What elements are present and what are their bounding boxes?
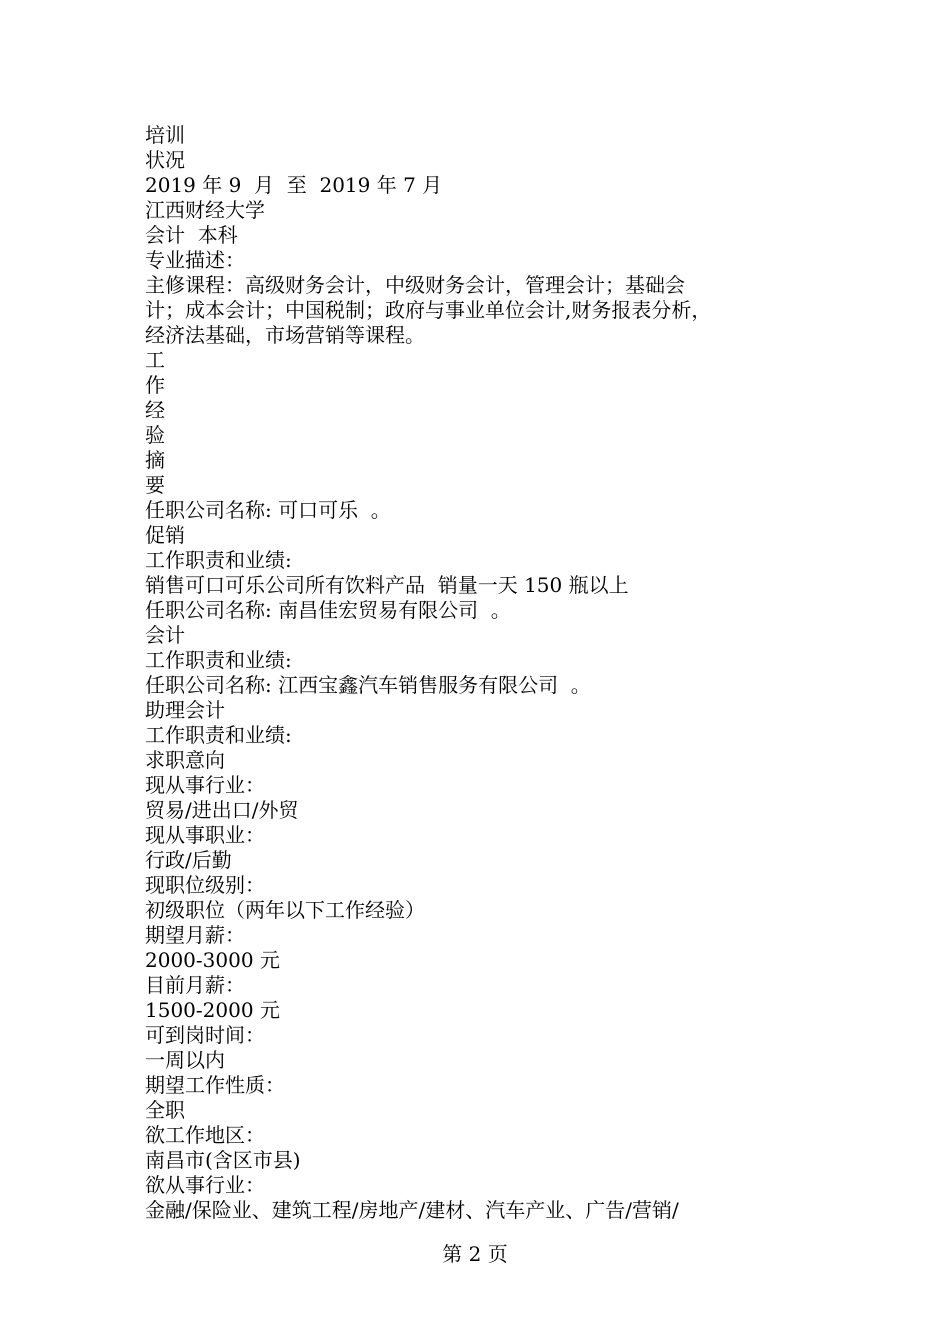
text-line: 要 — [145, 473, 165, 497]
text-line: 工作职责和业绩: — [145, 548, 292, 572]
text-line: 销售可口可乐公司所有饮料产品 销量一天 150 瓶以上 — [145, 573, 629, 597]
text-line: 期望工作性质： — [145, 1073, 285, 1097]
text-line: 目前月薪： — [145, 973, 245, 997]
text-line: 培训 — [145, 123, 185, 147]
text-line: 任职公司名称: 江西宝鑫汽车销售服务有限公司 。 — [145, 673, 591, 697]
text-line: 摘 — [145, 448, 165, 472]
text-line: 会计 本科 — [145, 223, 238, 247]
text-line: 验 — [145, 423, 165, 447]
text-line: 主修课程：高级财务会计，中级财务会计，管理会计；基础会 — [145, 273, 685, 297]
text-line: 现职位级别： — [145, 873, 265, 897]
text-line: 作 — [145, 373, 165, 397]
text-line: 可到岗时间： — [145, 1023, 265, 1047]
text-line: 经 — [145, 398, 165, 422]
text-line: 助理会计 — [145, 698, 225, 722]
text-line: 贸易/进出口/外贸 — [145, 798, 299, 822]
text-line: 江西财经大学 — [145, 198, 265, 222]
text-line: 工作职责和业绩: — [145, 648, 292, 672]
text-line: 2000-3000 元 — [145, 948, 280, 972]
text-line: 2019 年 9 月 至 2019 年 7 月 — [145, 173, 443, 197]
text-line: 现从事行业： — [145, 773, 265, 797]
text-line: 现从事职业： — [145, 823, 265, 847]
text-line: 状况 — [145, 148, 185, 172]
text-line: 初级职位（两年以下工作经验） — [145, 898, 425, 922]
text-line: 行政/后勤 — [145, 848, 232, 872]
text-line: 会计 — [145, 623, 185, 647]
text-line: 促销 — [145, 523, 185, 547]
text-line: 南昌市(含区市县) — [145, 1148, 301, 1172]
text-line: 金融/保险业、建筑工程/房地产/建材、汽车产业、广告/营销/ — [145, 1198, 679, 1222]
text-line: 期望月薪： — [145, 923, 245, 947]
text-line: 经济法基础，市场营销等课程。 — [145, 323, 425, 347]
text-line: 任职公司名称: 可口可乐 。 — [145, 498, 391, 522]
page-number: 第 2 页 — [442, 1242, 508, 1266]
text-line: 一周以内 — [145, 1048, 225, 1072]
text-line: 欲工作地区： — [145, 1123, 265, 1147]
text-line: 工作职责和业绩: — [145, 723, 292, 747]
text-line: 任职公司名称: 南昌佳宏贸易有限公司 。 — [145, 598, 511, 622]
text-line: 全职 — [145, 1098, 185, 1122]
text-line: 计；成本会计；中国税制；政府与事业单位会计,财务报表分析， — [145, 298, 712, 322]
text-line: 工 — [145, 348, 165, 372]
document-body — [145, 123, 815, 1223]
text-line: 求职意向 — [145, 748, 225, 772]
text-line: 1500-2000 元 — [145, 998, 280, 1022]
text-line: 欲从事行业： — [145, 1173, 265, 1197]
text-line: 专业描述： — [145, 248, 245, 272]
